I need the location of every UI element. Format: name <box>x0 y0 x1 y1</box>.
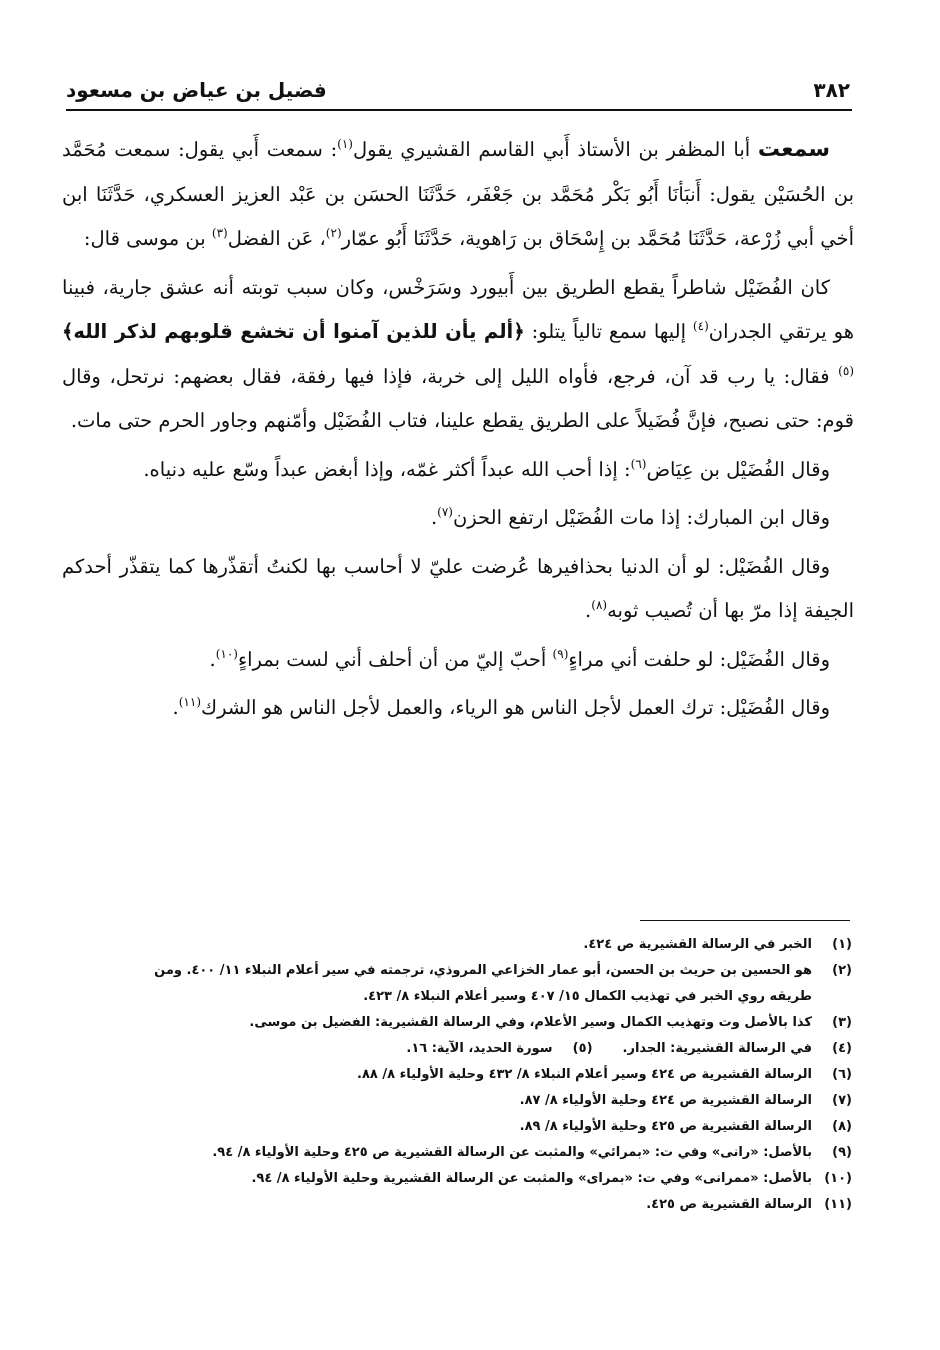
paragraph-text: . <box>430 506 438 529</box>
paragraph-text: . <box>585 599 592 622</box>
footnote-ref: (٥) <box>838 363 854 378</box>
paragraph-text: أحبّ إليّ من أن أحلف أني لست بمراءٍ <box>237 647 553 671</box>
paragraph-text: وقال الفُضَيْل: لو حلفت أني مراءٍ <box>568 647 830 671</box>
footnote-number: (٤) <box>832 1041 852 1056</box>
footnote-text: الرسالة القشيرية ص ٤٢٤ وسير أعلام النبلاء ٨/ ٤٣٢ وحلية الأولياء ٨/ ٨٨. <box>357 1067 812 1082</box>
paragraph-text: . <box>209 647 216 671</box>
footnote-number: (١١) <box>824 1197 852 1212</box>
paragraph-4 <box>62 496 854 541</box>
paragraph-2 <box>62 266 854 444</box>
footnote-number: (٢) <box>832 963 852 978</box>
footnote-number: (١٠) <box>824 1171 852 1186</box>
paragraph-6 <box>62 638 854 683</box>
footnote-number: (٦) <box>832 1067 852 1082</box>
footnote-text: الخبر في الرسالة القشيرية ص ٤٢٤. <box>583 937 812 952</box>
paragraph-text: وقال الفُضَيْل بن عِيَاض <box>646 457 830 481</box>
footnote-ref: (٦) <box>630 456 647 471</box>
paragraph-5 <box>62 545 854 634</box>
paragraph-text: بن موسى قال: <box>83 227 212 250</box>
footnote-text: كذا بالأصل وت وتهذيب الكمال وسير الأعلام، وفي الرسالة القشيرية: الفضيل بن موسى. <box>249 1015 812 1030</box>
paragraph-text: : سمعت أَبي يقول: سمعت مُحَمَّد بن الحُسَيْن يقول: أَنبَأنَا أَبُو بَكْر مُحَمَّد بن جَعْفَر، حَدَّثَنَا الحسَن بن عَبْد العزيز العسكري، حَدَّثَنَا ابن أخي أبي زُرْعة، حَدَّثَنَا مُحَمَّد بن إِسْحَاق بن رَاهوية، حَدَّثَنَا أَبُو عمّار <box>62 138 854 250</box>
footnote-ref: (١١) <box>178 695 201 709</box>
footnote-text: بالأصل: «رانى» وفي ت: «بمرائي» والمثبت عن الرسالة القشيرية ص ٤٢٥ وحلية الأولياء ٨/ ٩٤. <box>212 1145 812 1160</box>
footnote-number: (٥) <box>572 1041 593 1056</box>
footnote-text: هو الحسين بن حريث بن الحسن، أبو عمار الخزاعي المروذي، ترجمته في سير أعلام النبلاء ١١/ ٤٠٠. ومن طريقه روي الخبر في تهذيب الكمال ١٥/ ٤٠٧ وسير أعلام النبلاء ٨/ ٤٢٣. <box>154 963 812 1004</box>
paragraph-text: كان الفُضَيْل شاطراً يقطع الطريق بين أَبيورد وسَرَخْس، وكان سبب توبته أنه عشق جارية، فبينا هو يرتقي الجدران <box>62 275 854 343</box>
page-number: ٣٨٢ <box>813 78 850 102</box>
paragraph-text: أبا المظفر بن الأستاذ أَبي القاسم القشيري يقول <box>352 138 751 161</box>
footnote <box>150 1140 852 1166</box>
footnote <box>150 1192 852 1218</box>
paragraph-text: وقال الفُضَيْل: لو أن الدنيا بحذافيرها عُرضت عليّ لا أحاسب بها لكنتُ أتقذّرها كما يتقذّر أحدكم الجيفة إذا مرّ بها أن تُصيب ثوبه <box>62 554 854 622</box>
footnote-number: (١) <box>832 937 852 952</box>
footnote-rule <box>640 920 850 921</box>
footnote-number: (٨) <box>832 1119 852 1134</box>
running-head <box>66 68 850 102</box>
paragraph-3 <box>62 448 854 493</box>
main-text <box>62 128 854 735</box>
footnote-number: (٧) <box>832 1093 852 1108</box>
footnote <box>150 1166 852 1192</box>
footnote <box>623 1036 852 1062</box>
paragraph-text: إليها سمع تالياً يتلو: <box>524 320 693 343</box>
footnote <box>150 1088 852 1114</box>
footnote <box>406 1036 592 1062</box>
footnote-ref: (٢) <box>325 226 342 240</box>
footnote-text: الرسالة القشيرية ص ٤٢٥ وحلية الأولياء ٨/ ٨٩. <box>519 1119 812 1134</box>
footnote-row <box>150 1036 852 1062</box>
footnote-ref: (١) <box>337 137 353 151</box>
paragraph-text: وقال الفُضَيْل: ترك العمل لأجل الناس هو الرياء، والعمل لأجل الناس هو الشرك <box>201 696 830 719</box>
footnote-number: (٩) <box>832 1145 852 1160</box>
footnote-text: الرسالة القشيرية ص ٤٢٤ وحلية الأولياء ٨/ ٨٧. <box>519 1093 812 1108</box>
footnote-text: بالأصل: «ممرانى» وفي ت: «بمراى» والمثبت عن الرسالة القشيرية وحلية الأولياء ٨/ ٩٤. <box>251 1171 812 1186</box>
paragraph-7 <box>62 686 854 731</box>
footnote <box>150 1010 852 1036</box>
header-rule <box>66 109 852 111</box>
footnote-ref: (٩) <box>552 646 569 661</box>
running-title: فضيل بن عياض بن مسعود <box>66 78 327 102</box>
paragraph-text: . <box>172 696 179 719</box>
paragraph-text: وقال ابن المبارك: إذا مات الفُضَيْل ارتفع الحزن <box>452 506 830 529</box>
footnote <box>150 1062 852 1088</box>
footnote-ref: (٤) <box>692 319 709 333</box>
footnote-number: (٣) <box>832 1015 852 1030</box>
footnote-text: سورة الحديد، الآية: ١٦. <box>406 1041 553 1056</box>
footnote-ref: (٣) <box>211 226 228 240</box>
paragraph-text: : إذا أحب الله عبداً أكثر غمّه، وإذا أبغض عبداً وسّع عليه دنياه. <box>143 457 631 481</box>
footnote <box>150 932 852 958</box>
footnote-ref: (٧) <box>437 505 453 519</box>
footnote-text: في الرسالة القشيرية: الجدار. <box>622 1041 812 1056</box>
paragraph-text: فقال: يا رب قد آن، فرجع، فأواه الليل إلى خربة، فإذا فيها رفقة، فقال بعضهم: نرتحل، وقال قوم: حتى نصبح، فإنَّ فُضَيلاً على الطريق يقطع علينا، فتاب الفُضَيْل وأمّنهم وجاور الحرم حتى مات. <box>62 364 854 432</box>
lead-word: سمعت <box>757 137 830 162</box>
footnotes <box>150 932 852 1218</box>
footnote <box>150 1114 852 1140</box>
paragraph-text: ، عَن الفضل <box>227 227 326 250</box>
footnote-text: الرسالة القشيرية ص ٤٢٥. <box>646 1197 812 1212</box>
footnote-ref: (٨) <box>591 598 608 612</box>
footnote-ref: (١٠) <box>215 646 238 661</box>
quran-verse: ﴿ألم يأن للذين آمنوا أن تخشع قلوبهم لذكر الله﴾ <box>62 320 525 343</box>
footnote <box>150 958 852 1010</box>
paragraph-1 <box>62 128 854 262</box>
